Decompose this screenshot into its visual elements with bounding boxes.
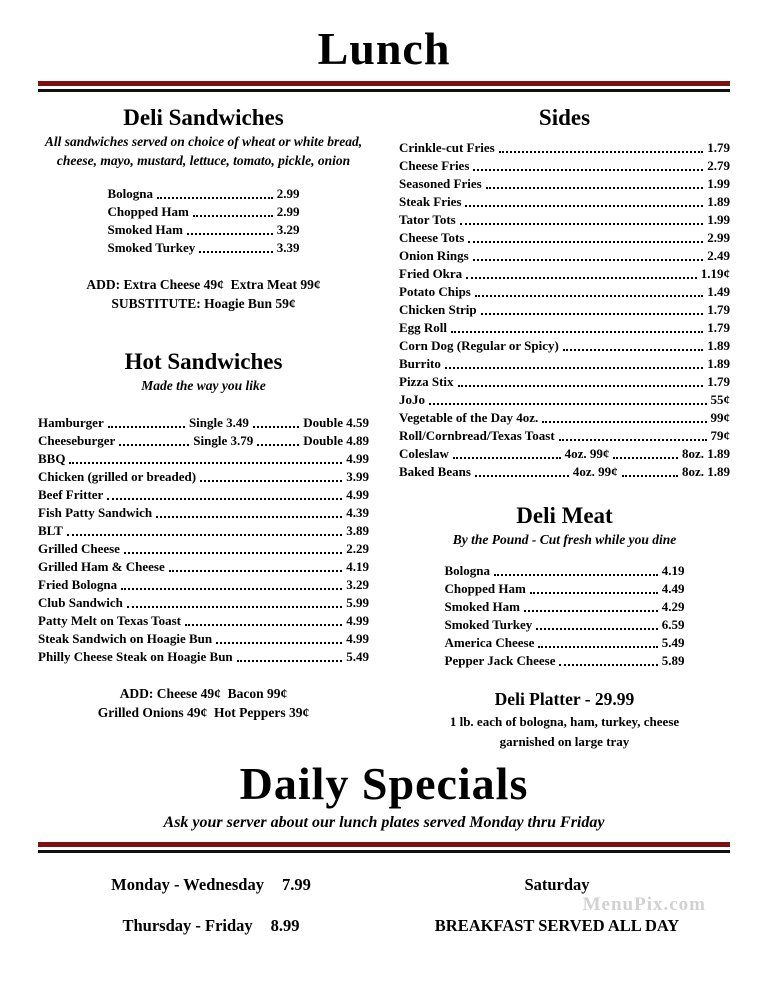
item-small-size-price: 4oz. 99¢ [564, 445, 610, 461]
dot-leader [559, 439, 707, 441]
deli-platter-desc-line1: 1 lb. each of bologna, ham, turkey, cheese [449, 713, 680, 729]
item-name: Burrito [399, 355, 441, 371]
item-price: 79¢ [710, 427, 730, 443]
dot-leader [458, 385, 704, 387]
item-name: Crinkle-cut Fries [399, 139, 495, 155]
hot-sandwiches-heading: Hot Sandwiches [124, 348, 283, 374]
item-name: Bologna [444, 562, 491, 578]
item-name: Corn Dog (Regular or Spicy) [399, 337, 559, 353]
item-price: 99¢ [710, 409, 730, 425]
dot-leader [216, 642, 342, 644]
item-name: America Cheese [444, 634, 535, 650]
item-price: 4.19 [346, 558, 369, 574]
dot-leader [67, 534, 342, 536]
dot-leader [429, 403, 707, 405]
deli-meat-list [445, 562, 685, 670]
item-price: 1.49 [707, 283, 730, 299]
menu-item-row [399, 463, 730, 481]
weekday-range-label: Monday - Wednesday [111, 874, 264, 894]
menu-item-row [399, 247, 730, 265]
item-name: Grilled Cheese [38, 540, 120, 556]
item-price: 3.89 [346, 522, 369, 538]
item-name: Smoked Ham [107, 221, 183, 237]
note-onions-peppers: Grilled Onions 49¢ Hot Peppers 39¢ [97, 704, 310, 720]
dot-leader [107, 498, 342, 500]
dot-leader [199, 251, 272, 253]
sides-list [399, 139, 730, 445]
page-title: Lunch [317, 23, 451, 74]
dot-leader [253, 426, 299, 428]
dot-leader [481, 313, 704, 315]
hot-sandwiches-list [38, 450, 369, 666]
item-price: 5.49 [346, 648, 369, 664]
dot-leader [157, 197, 273, 199]
menu-item-row [38, 594, 369, 612]
item-name: Steak Sandwich on Hoagie Bun [38, 630, 213, 646]
deli-meat-heading: Deli Meat [516, 502, 613, 528]
item-price: 5.89 [661, 652, 685, 668]
dot-leader [530, 592, 658, 594]
item-price: 1.79 [707, 373, 730, 389]
item-large-size-price: 8oz. 1.89 [681, 445, 730, 461]
item-price: 2.99 [276, 203, 300, 219]
item-name: BLT [38, 522, 63, 538]
dot-leader [185, 624, 342, 626]
hot-sandwiches-notes [38, 684, 369, 722]
menu-item-row [38, 576, 369, 594]
dot-leader [124, 552, 342, 554]
deli-sandwiches-section [38, 105, 369, 313]
dot-leader [536, 628, 657, 630]
menu-item-row [38, 504, 369, 522]
deli-sandwiches-subtitle-line2: cheese, mayo, mustard, lettuce, tomato, pickle, onion [56, 152, 351, 168]
weekend-info [384, 875, 730, 936]
dot-leader [622, 475, 678, 477]
daily-specials-divider-black-line [38, 850, 730, 853]
item-small-size-price: 4oz. 99¢ [572, 463, 618, 479]
item-name: Tator Tots [399, 211, 456, 227]
dot-leader [466, 277, 697, 279]
item-name: Chopped Ham [107, 203, 189, 219]
menu-item-row [399, 139, 730, 157]
menu-item-row [445, 652, 685, 670]
item-name: Roll/Cornbread/Texas Toast [399, 427, 555, 443]
dot-leader [465, 205, 703, 207]
daily-specials-divider-red-line [38, 842, 730, 847]
item-name: Egg Roll [399, 319, 448, 335]
dot-leader [473, 169, 703, 171]
item-double-price: Double 4.89 [303, 432, 369, 448]
menu-item-row [38, 612, 369, 630]
item-name: Smoked Turkey [444, 616, 533, 632]
menu-item-row [38, 540, 369, 558]
daily-specials-divider [38, 842, 730, 853]
item-price: 1.99 [707, 175, 730, 191]
item-name: BBQ [38, 450, 66, 466]
dot-leader [69, 462, 342, 464]
dot-leader [108, 426, 185, 428]
item-price: 6.59 [661, 616, 685, 632]
item-large-size-price: 8oz. 1.89 [681, 463, 730, 479]
item-price: 2.49 [707, 247, 730, 263]
menu-item-row [38, 432, 369, 450]
dot-leader [127, 606, 342, 608]
item-name: Seasoned Fries [399, 175, 482, 191]
menu-item-row [399, 409, 730, 427]
menu-item-row [399, 265, 730, 283]
item-name: Fried Okra [399, 265, 463, 281]
dot-leader [445, 367, 703, 369]
weekday-price-row [122, 916, 299, 936]
menu-item-row [445, 562, 685, 580]
dot-leader [193, 215, 273, 217]
item-name: Fried Bologna [38, 576, 118, 592]
dot-leader [187, 233, 273, 235]
hot-sandwiches-burger-list [38, 414, 369, 450]
menu-item-row [399, 283, 730, 301]
item-price: 1.89 [707, 355, 730, 371]
menu-item-row [108, 239, 300, 257]
menu-item-row [399, 355, 730, 373]
item-name: Patty Melt on Texas Toast [38, 612, 182, 628]
item-price: 1.79 [707, 319, 730, 335]
menu-item-row [399, 319, 730, 337]
item-name: Pepper Jack Cheese [444, 652, 556, 668]
item-price: 1.19¢ [700, 265, 730, 281]
dot-leader [613, 457, 678, 459]
item-price: 2.99 [707, 229, 730, 245]
deli-sandwiches-subtitle-line1: All sandwiches served on choice of wheat or white bread, [44, 133, 363, 149]
item-price: 4.19 [661, 562, 685, 578]
dot-leader [453, 457, 561, 459]
dot-leader [542, 421, 706, 423]
item-price: 4.99 [346, 630, 369, 646]
item-name: Vegetable of the Day 4oz. [399, 409, 539, 425]
sides-heading: Sides [538, 104, 591, 130]
menu-item-row [399, 427, 730, 445]
dot-leader [473, 259, 704, 261]
weekend-info-row [435, 916, 679, 936]
item-price: 1.79 [707, 301, 730, 317]
menu-item-row [38, 648, 369, 666]
menu-item-row [108, 185, 300, 203]
dot-leader [563, 349, 703, 351]
item-price: 3.99 [346, 468, 369, 484]
item-price: 4.39 [346, 504, 369, 520]
item-name: Cheese Tots [399, 229, 465, 245]
menu-item-row [399, 211, 730, 229]
dot-leader [156, 516, 342, 518]
item-double-price: Double 4.59 [303, 414, 369, 430]
item-price: 3.29 [346, 576, 369, 592]
menu-item-row [399, 391, 730, 409]
menu-item-row [38, 450, 369, 468]
item-name: Fish Patty Sandwich [38, 504, 153, 520]
item-name: JoJo [399, 391, 425, 407]
item-price: 2.29 [346, 540, 369, 556]
item-price: 3.29 [276, 221, 300, 237]
item-price: 4.99 [346, 486, 369, 502]
dot-leader [486, 187, 704, 189]
menu-item-row [445, 598, 685, 616]
daily-specials-heading: Daily Specials [239, 757, 529, 809]
menu-item-row [399, 175, 730, 193]
daily-specials-pricing [38, 875, 730, 936]
item-name: Club Sandwich [38, 594, 123, 610]
item-name: Steak Fries [399, 193, 462, 209]
item-price: 4.99 [346, 450, 369, 466]
item-name: Chicken Strip [399, 301, 477, 317]
item-name: Potato Chips [399, 283, 471, 299]
item-name: Smoked Ham [444, 598, 520, 614]
watermark: MenuPix.com [582, 894, 706, 915]
menu-item-row [399, 373, 730, 391]
item-name: Baked Beans [399, 463, 471, 479]
note-add-extras: ADD: Extra Cheese 49¢ Extra Meat 99¢ [86, 276, 321, 292]
item-single-price: Single 3.49 [188, 414, 249, 430]
deli-meat-section [399, 503, 730, 750]
header-divider [38, 81, 730, 92]
item-price: 2.99 [276, 185, 300, 201]
dot-leader [169, 570, 343, 572]
header-divider-black-line [38, 89, 730, 92]
menu-item-row [38, 414, 369, 432]
dot-leader [257, 444, 299, 446]
menu-item-row [399, 157, 730, 175]
item-price: 1.99 [707, 211, 730, 227]
menu-item-row [38, 630, 369, 648]
menu-item-row [399, 301, 730, 319]
weekday-price: 7.99 [281, 874, 311, 894]
item-name: Chopped Ham [444, 580, 526, 596]
menu-item-row [399, 445, 730, 463]
hot-sandwiches-subtitle: Made the way you like [141, 377, 266, 393]
dot-leader [524, 610, 658, 612]
dot-leader [538, 646, 657, 648]
item-name: Hamburger [38, 414, 104, 430]
note-substitute: SUBSTITUTE: Hoagie Bun 59¢ [111, 295, 296, 311]
menu-item-row [445, 634, 685, 652]
item-name: Beef Fritter [38, 486, 104, 502]
dot-leader [559, 664, 657, 666]
note-add-cheese-bacon: ADD: Cheese 49¢ Bacon 99¢ [119, 685, 288, 701]
weekend-info-row [524, 875, 589, 895]
weekday-price: 8.99 [270, 915, 300, 935]
dot-leader [460, 223, 704, 225]
menu-item-row [399, 229, 730, 247]
dot-leader [237, 660, 343, 662]
item-price: 1.89 [707, 337, 730, 353]
header-divider-red-line [38, 81, 730, 86]
deli-platter-desc-line2: garnished on large tray [499, 733, 630, 749]
weekday-prices [38, 875, 384, 936]
item-name: Chicken (grilled or breaded) [38, 468, 197, 484]
daily-specials-section [38, 757, 730, 936]
menu-item-row [399, 193, 730, 211]
item-price: 3.39 [276, 239, 300, 255]
deli-platter-heading: Deli Platter - 29.99 [494, 688, 635, 709]
menu-item-row [445, 616, 685, 634]
item-name: Bologna [107, 185, 154, 201]
item-name: Grilled Ham & Cheese [38, 558, 165, 574]
daily-specials-subtitle: Ask your server about our lunch plates served Monday thru Friday [163, 813, 605, 831]
weekend-info-text: Saturday [524, 874, 590, 894]
menu-item-row [38, 486, 369, 504]
dot-leader [475, 295, 703, 297]
dot-leader [119, 444, 189, 446]
menu-item-row [108, 221, 300, 239]
menu-item-row [445, 580, 685, 598]
item-name: Coleslaw [399, 445, 449, 461]
item-name: Onion Rings [399, 247, 469, 263]
item-name: Smoked Turkey [107, 239, 196, 255]
menu-item-row [108, 203, 300, 221]
dot-leader [200, 480, 342, 482]
deli-meat-subtitle: By the Pound - Cut fresh while you dine [452, 531, 677, 547]
item-price: 5.49 [661, 634, 685, 650]
weekday-price-row [111, 875, 311, 895]
item-single-price: Single 3.79 [193, 432, 254, 448]
item-name: Pizza Stix [399, 373, 454, 389]
menu-item-row [38, 558, 369, 576]
deli-sandwiches-heading: Deli Sandwiches [123, 104, 284, 130]
weekday-range-label: Thursday - Friday [122, 915, 253, 935]
item-price: 1.79 [707, 139, 730, 155]
item-price: 4.29 [661, 598, 685, 614]
item-price: 5.99 [346, 594, 369, 610]
sides-section [399, 105, 730, 481]
item-name: Cheeseburger [38, 432, 116, 448]
dot-leader [494, 574, 658, 576]
deli-sandwiches-notes [38, 275, 369, 313]
left-column [38, 105, 369, 750]
item-name: Cheese Fries [399, 157, 470, 173]
item-price: 55¢ [710, 391, 730, 407]
dot-leader [499, 151, 704, 153]
item-name: Philly Cheese Steak on Hoagie Bun [38, 648, 233, 664]
menu-item-row [38, 468, 369, 486]
dot-leader [451, 331, 703, 333]
sides-dual-price-list [399, 445, 730, 481]
item-price: 4.99 [346, 612, 369, 628]
weekend-info-text: BREAKFAST SERVED ALL DAY [434, 915, 680, 935]
dot-leader [121, 588, 342, 590]
deli-sandwiches-list [108, 185, 300, 257]
menu-item-row [399, 337, 730, 355]
dot-leader [468, 241, 703, 243]
menu-columns [38, 105, 730, 750]
right-column [399, 105, 730, 750]
hot-sandwiches-section [38, 349, 369, 722]
dot-leader [475, 475, 569, 477]
item-price: 1.89 [707, 193, 730, 209]
menu-item-row [38, 522, 369, 540]
item-price: 4.49 [661, 580, 685, 596]
item-price: 2.79 [707, 157, 730, 173]
